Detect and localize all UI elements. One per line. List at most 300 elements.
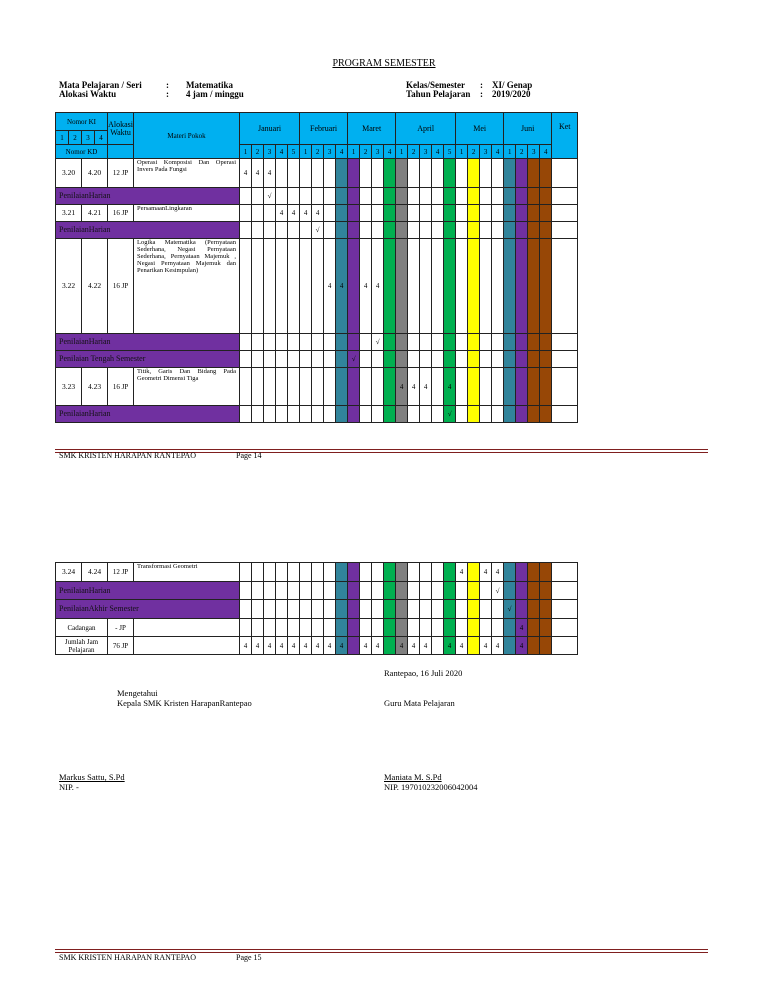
- week-cell: √: [348, 351, 360, 368]
- week-cell: [468, 159, 480, 188]
- summary-label: Jumlah Jam Pelajaran: [56, 637, 108, 655]
- week-cell: [372, 188, 384, 205]
- week-cell: 4: [408, 368, 420, 406]
- week-cell: [504, 351, 516, 368]
- week-cell: [468, 334, 480, 351]
- week-cell: [372, 351, 384, 368]
- ket-cell: [552, 205, 578, 222]
- materi-cell: Logika Matematika (Pernyataan Sederhana, Negasi Pernyataan Sederhana, Pernyataan Majemuk , Negasi Pernyataan Majemuk dan Penarikan Kesimpulan): [134, 239, 240, 334]
- week-cell: [432, 205, 444, 222]
- week-cell: [324, 619, 336, 637]
- week-cell: 4: [300, 205, 312, 222]
- week-cell: [360, 159, 372, 188]
- week-cell: [444, 188, 456, 205]
- week-cell: [240, 406, 252, 423]
- assessment-label: PenilaianHarian: [56, 406, 240, 423]
- week-cell: 4: [264, 637, 276, 655]
- week-cell: [288, 406, 300, 423]
- week-cell: [516, 188, 528, 205]
- week-cell: [252, 188, 264, 205]
- week-cell: 4: [240, 159, 252, 188]
- week-header: 3: [264, 145, 276, 159]
- week-cell: [528, 188, 540, 205]
- alokasi-header: Alokasi Waktu: [108, 113, 134, 145]
- week-cell: [360, 600, 372, 619]
- week-cell: [468, 368, 480, 406]
- week-cell: [240, 563, 252, 582]
- week-cell: [528, 600, 540, 619]
- week-cell: [516, 222, 528, 239]
- ki-1: 1: [56, 131, 69, 145]
- week-header: 4: [432, 145, 444, 159]
- summary-label: Cadangan: [56, 619, 108, 637]
- week-cell: [312, 334, 324, 351]
- week-cell: [336, 368, 348, 406]
- week-cell: √: [504, 600, 516, 619]
- ket-cell: [552, 239, 578, 334]
- week-cell: [276, 619, 288, 637]
- week-cell: [396, 159, 408, 188]
- materi-cell: Transformasi Geometri: [134, 563, 240, 582]
- week-cell: [468, 600, 480, 619]
- guru-name: Maniata M. S.Pd: [384, 772, 442, 782]
- nomor-ki-header: Nomor KI: [56, 113, 108, 131]
- week-cell: [420, 351, 432, 368]
- week-cell: [528, 637, 540, 655]
- week-cell: [264, 563, 276, 582]
- week-cell: 4: [312, 205, 324, 222]
- week-cell: 4: [420, 637, 432, 655]
- week-cell: 4: [360, 239, 372, 334]
- week-cell: 4: [240, 637, 252, 655]
- week-cell: [360, 582, 372, 600]
- week-cell: [384, 637, 396, 655]
- week-cell: [444, 205, 456, 222]
- week-header: 4: [276, 145, 288, 159]
- jp-cell: 12 JP: [108, 159, 134, 188]
- week-cell: [240, 222, 252, 239]
- week-cell: [540, 159, 552, 188]
- week-cell: [288, 563, 300, 582]
- mapel-label: Mata Pelajaran / Seri: [59, 80, 142, 90]
- week-cell: [468, 619, 480, 637]
- week-cell: [360, 205, 372, 222]
- week-cell: 4: [516, 619, 528, 637]
- week-cell: [336, 159, 348, 188]
- week-cell: [408, 334, 420, 351]
- jp-cell: 16 JP: [108, 239, 134, 334]
- week-cell: [480, 406, 492, 423]
- week-cell: [264, 205, 276, 222]
- week-cell: [432, 239, 444, 334]
- week-cell: [456, 582, 468, 600]
- jp-cell: - JP: [108, 619, 134, 637]
- week-cell: [252, 239, 264, 334]
- tahun-value: 2019/2020: [492, 89, 531, 99]
- week-cell: [396, 406, 408, 423]
- week-cell: [324, 334, 336, 351]
- week-cell: [432, 619, 444, 637]
- week-cell: [540, 368, 552, 406]
- week-cell: [300, 600, 312, 619]
- week-cell: [396, 563, 408, 582]
- week-cell: [396, 205, 408, 222]
- kd-4: 4.24: [82, 563, 108, 582]
- week-cell: [480, 582, 492, 600]
- guru-title: Guru Mata Pelajaran: [384, 698, 455, 708]
- materi-cell: Titik, Garis Dan Bidang Pada Geometri Dimensi Tiga: [134, 368, 240, 406]
- alokasi-label: Alokasi Waktu: [59, 89, 117, 99]
- week-cell: [336, 406, 348, 423]
- week-cell: [468, 351, 480, 368]
- week-cell: 4: [288, 205, 300, 222]
- assessment-row: [56, 600, 578, 619]
- week-cell: [540, 637, 552, 655]
- week-cell: [396, 351, 408, 368]
- week-cell: [540, 582, 552, 600]
- week-cell: [432, 351, 444, 368]
- week-cell: [312, 600, 324, 619]
- week-header: 5: [444, 145, 456, 159]
- week-cell: [540, 351, 552, 368]
- ket-cell: [552, 563, 578, 582]
- week-cell: [420, 563, 432, 582]
- week-cell: [528, 239, 540, 334]
- week-cell: [348, 222, 360, 239]
- week-cell: 4: [360, 637, 372, 655]
- week-cell: [528, 159, 540, 188]
- week-cell: [324, 600, 336, 619]
- kd-3: 3.21: [56, 205, 82, 222]
- week-cell: [420, 582, 432, 600]
- week-cell: [372, 563, 384, 582]
- week-cell: [288, 334, 300, 351]
- week-cell: [528, 582, 540, 600]
- materi-cell: Operasi Komposisi Dan Operasi Invers Pada Fungsi: [134, 159, 240, 188]
- week-cell: 4: [372, 239, 384, 334]
- alokasi-value: 4 jam / minggu: [186, 89, 244, 99]
- week-cell: [300, 351, 312, 368]
- kepala-title: Kepala SMK Kristen HarapanRantepao: [117, 698, 252, 708]
- week-header: 2: [360, 145, 372, 159]
- week-cell: [504, 563, 516, 582]
- week-cell: [288, 222, 300, 239]
- ket-cell: [552, 619, 578, 637]
- week-cell: [408, 563, 420, 582]
- week-cell: [288, 600, 300, 619]
- ket-cell: [552, 600, 578, 619]
- week-cell: [492, 351, 504, 368]
- week-cell: [240, 239, 252, 334]
- week-cell: [456, 239, 468, 334]
- week-cell: [408, 600, 420, 619]
- week-cell: [408, 188, 420, 205]
- week-cell: [348, 159, 360, 188]
- week-cell: [384, 351, 396, 368]
- week-cell: [528, 334, 540, 351]
- week-cell: [468, 406, 480, 423]
- week-cell: [480, 188, 492, 205]
- week-cell: [360, 222, 372, 239]
- week-cell: [492, 406, 504, 423]
- week-cell: [408, 159, 420, 188]
- week-cell: [444, 351, 456, 368]
- week-cell: [372, 368, 384, 406]
- week-cell: [468, 563, 480, 582]
- week-cell: [252, 368, 264, 406]
- week-cell: [384, 619, 396, 637]
- week-cell: [360, 334, 372, 351]
- week-cell: [456, 406, 468, 423]
- week-cell: [432, 582, 444, 600]
- ket-cell: [552, 368, 578, 406]
- week-cell: [384, 368, 396, 406]
- week-cell: [492, 600, 504, 619]
- week-header: 3: [372, 145, 384, 159]
- assessment-label: PenilaianAkhir Semester: [56, 600, 240, 619]
- ket-header: Ket: [552, 113, 578, 159]
- jp-cell: 16 JP: [108, 205, 134, 222]
- week-cell: [360, 406, 372, 423]
- kd-4: 4.20: [82, 159, 108, 188]
- guru-nip: NIP. 197010232006042004: [384, 782, 478, 792]
- week-cell: [264, 351, 276, 368]
- kelas-label: Kelas/Semester: [406, 80, 465, 90]
- week-cell: [408, 239, 420, 334]
- week-cell: [276, 239, 288, 334]
- week-cell: 4: [492, 637, 504, 655]
- week-cell: [540, 222, 552, 239]
- program-semester-table-continued: [55, 562, 578, 655]
- week-cell: [336, 600, 348, 619]
- week-cell: [384, 159, 396, 188]
- week-cell: [468, 637, 480, 655]
- week-header: 1: [396, 145, 408, 159]
- week-cell: 4: [252, 159, 264, 188]
- week-cell: 4: [516, 637, 528, 655]
- ket-cell: [552, 159, 578, 188]
- week-cell: [408, 222, 420, 239]
- mapel-value: Matematika: [186, 80, 233, 90]
- week-cell: [264, 222, 276, 239]
- week-cell: [276, 351, 288, 368]
- week-cell: [324, 205, 336, 222]
- colon: :: [166, 80, 169, 90]
- week-cell: [348, 188, 360, 205]
- week-cell: [372, 205, 384, 222]
- week-cell: 4: [324, 637, 336, 655]
- week-cell: [516, 159, 528, 188]
- week-cell: √: [264, 188, 276, 205]
- week-cell: [480, 334, 492, 351]
- week-cell: [276, 600, 288, 619]
- week-cell: [300, 239, 312, 334]
- week-header: 2: [252, 145, 264, 159]
- kd-4: 4.21: [82, 205, 108, 222]
- assessment-row: [56, 351, 578, 368]
- week-cell: [336, 188, 348, 205]
- week-cell: 4: [408, 637, 420, 655]
- week-cell: [300, 563, 312, 582]
- week-cell: [528, 563, 540, 582]
- week-cell: [504, 637, 516, 655]
- assessment-row: [56, 188, 578, 205]
- week-cell: [408, 351, 420, 368]
- week-header: 2: [468, 145, 480, 159]
- week-cell: [300, 368, 312, 406]
- week-cell: [492, 239, 504, 334]
- week-cell: [312, 406, 324, 423]
- week-cell: [432, 159, 444, 188]
- week-cell: [276, 188, 288, 205]
- week-cell: [360, 351, 372, 368]
- week-cell: [456, 222, 468, 239]
- ki-4: 4: [95, 131, 108, 145]
- week-cell: [456, 600, 468, 619]
- week-cell: [504, 406, 516, 423]
- assessment-label: PenilaianHarian: [56, 334, 240, 351]
- week-cell: [372, 222, 384, 239]
- week-cell: [276, 159, 288, 188]
- week-header: 4: [336, 145, 348, 159]
- week-cell: [276, 334, 288, 351]
- ki-3: 3: [82, 131, 95, 145]
- mengetahui: Mengetahui: [117, 688, 158, 698]
- week-cell: [408, 406, 420, 423]
- week-cell: [312, 563, 324, 582]
- week-cell: [288, 351, 300, 368]
- week-cell: [240, 351, 252, 368]
- week-cell: [348, 582, 360, 600]
- week-cell: [240, 205, 252, 222]
- week-cell: [504, 188, 516, 205]
- week-header: 1: [504, 145, 516, 159]
- week-cell: [504, 222, 516, 239]
- week-cell: 4: [444, 368, 456, 406]
- week-header: 5: [288, 145, 300, 159]
- week-cell: [276, 582, 288, 600]
- week-cell: 4: [420, 368, 432, 406]
- week-cell: [312, 582, 324, 600]
- week-cell: [492, 222, 504, 239]
- kepala-nip: NIP. -: [59, 782, 79, 792]
- materi-cell: [134, 637, 240, 655]
- week-cell: [312, 159, 324, 188]
- kd-4: 4.22: [82, 239, 108, 334]
- week-cell: [516, 406, 528, 423]
- week-cell: [420, 222, 432, 239]
- week-cell: [420, 239, 432, 334]
- week-cell: [252, 600, 264, 619]
- kd-row: [56, 239, 578, 334]
- assessment-label: PenilaianHarian: [56, 582, 240, 600]
- week-cell: [504, 239, 516, 334]
- assessment-label: PenilaianHarian: [56, 222, 240, 239]
- week-cell: [252, 351, 264, 368]
- week-cell: [360, 368, 372, 406]
- kd-3: 3.24: [56, 563, 82, 582]
- week-cell: [516, 600, 528, 619]
- week-cell: [456, 368, 468, 406]
- week-cell: [408, 582, 420, 600]
- week-cell: [348, 205, 360, 222]
- week-cell: [420, 406, 432, 423]
- week-cell: [324, 563, 336, 582]
- kd-row: [56, 205, 578, 222]
- week-cell: [432, 188, 444, 205]
- week-cell: [480, 619, 492, 637]
- week-cell: [480, 600, 492, 619]
- week-cell: [396, 334, 408, 351]
- week-cell: [348, 239, 360, 334]
- week-cell: [324, 159, 336, 188]
- week-cell: [432, 222, 444, 239]
- footer-page: Page 15: [236, 953, 262, 962]
- week-cell: [336, 205, 348, 222]
- week-header: 3: [324, 145, 336, 159]
- alokasi-blank: [108, 145, 134, 159]
- assessment-label: Penilaian Tengah Semester: [56, 351, 240, 368]
- week-cell: [516, 205, 528, 222]
- week-cell: [324, 222, 336, 239]
- week-cell: [264, 406, 276, 423]
- footer-school: SMK KRISTEN HARAPAN RANTEPAO: [59, 953, 196, 962]
- week-cell: [324, 406, 336, 423]
- week-cell: 4: [288, 637, 300, 655]
- week-cell: [396, 582, 408, 600]
- week-cell: [384, 334, 396, 351]
- week-cell: [324, 582, 336, 600]
- week-cell: [432, 600, 444, 619]
- week-cell: [372, 600, 384, 619]
- week-cell: [420, 334, 432, 351]
- week-cell: [336, 619, 348, 637]
- kd-4: 4.23: [82, 368, 108, 406]
- nomor-kd-header: Nomor KD: [56, 145, 108, 159]
- week-cell: [336, 222, 348, 239]
- ket-cell: [552, 637, 578, 655]
- ket-cell: [552, 334, 578, 351]
- week-cell: [456, 205, 468, 222]
- colon: :: [480, 89, 483, 99]
- week-cell: [456, 619, 468, 637]
- week-cell: [480, 351, 492, 368]
- week-cell: [432, 637, 444, 655]
- month-april: April: [396, 113, 456, 145]
- month-mei: Mei: [456, 113, 504, 145]
- week-cell: [312, 188, 324, 205]
- week-cell: [384, 406, 396, 423]
- week-cell: [492, 188, 504, 205]
- week-cell: √: [312, 222, 324, 239]
- week-cell: [456, 334, 468, 351]
- week-cell: [252, 334, 264, 351]
- week-cell: [468, 188, 480, 205]
- week-cell: [372, 406, 384, 423]
- week-cell: [240, 334, 252, 351]
- week-cell: 4: [336, 239, 348, 334]
- week-cell: [432, 563, 444, 582]
- week-cell: [240, 368, 252, 406]
- week-cell: [252, 222, 264, 239]
- week-cell: [540, 239, 552, 334]
- week-cell: [504, 368, 516, 406]
- week-cell: [336, 351, 348, 368]
- week-header: 3: [420, 145, 432, 159]
- week-cell: [348, 600, 360, 619]
- week-cell: [252, 406, 264, 423]
- week-cell: [372, 619, 384, 637]
